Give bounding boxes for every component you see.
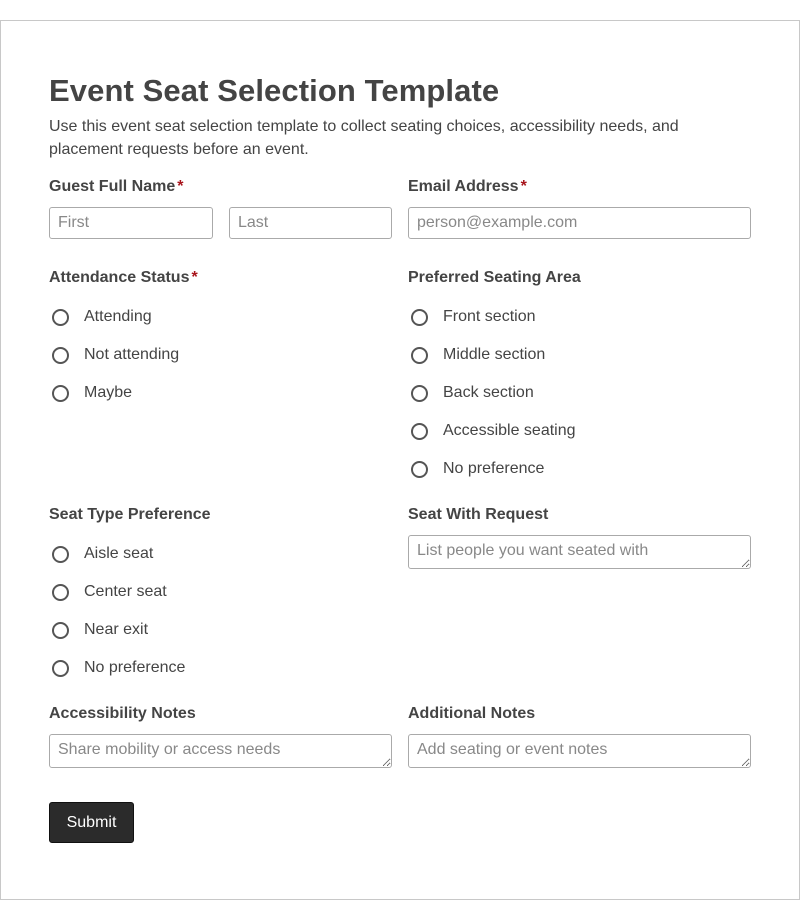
guest-name-label-text: Guest Full Name (49, 178, 176, 195)
required-marker: * (177, 178, 184, 195)
radio-option-label: Center seat (84, 583, 167, 600)
row-notes (49, 704, 752, 774)
attendance-option-not-attending[interactable] (49, 344, 179, 366)
radio-option-label: Attending (84, 308, 152, 325)
guest-name-label (49, 177, 392, 197)
seat-with-textarea[interactable] (408, 535, 751, 569)
radio-option-label: No preference (84, 659, 186, 676)
attendance-option-maybe[interactable] (49, 382, 132, 404)
attendance-group (49, 268, 392, 401)
additional-notes-textarea[interactable] (408, 734, 751, 768)
radio-circle[interactable] (411, 423, 428, 440)
email-group (408, 177, 751, 197)
radio-option-label: Back section (443, 384, 534, 401)
seat-type-label: Seat Type Preference (49, 506, 211, 523)
first-name-input[interactable] (49, 207, 213, 239)
row-name-email (49, 177, 752, 247)
additional-notes-group (408, 704, 751, 724)
row-attendance-area (49, 268, 752, 488)
email-label-text: Email Address (408, 178, 519, 195)
attendance-label (49, 268, 392, 288)
radio-circle[interactable] (52, 385, 69, 402)
required-marker: * (191, 269, 198, 286)
seating-area-option-front[interactable] (408, 306, 535, 328)
page-title: Event Seat Selection Template (49, 73, 500, 108)
submit-button[interactable]: Submit (49, 802, 134, 843)
radio-option-label: Front section (443, 308, 536, 325)
seat-type-option-center[interactable] (49, 581, 167, 603)
radio-circle[interactable] (411, 309, 428, 326)
seat-with-label: Seat With Request (408, 506, 549, 523)
radio-circle[interactable] (52, 347, 69, 364)
radio-option-label: Middle section (443, 346, 546, 363)
form-description: Use this event seat selection template to collect seating choices, accessibility needs, and placement requests before an event. (49, 118, 679, 158)
radio-option-label: Near exit (84, 621, 149, 638)
additional-notes-label: Additional Notes (408, 705, 536, 722)
required-marker: * (520, 178, 527, 195)
form-card (0, 20, 800, 900)
radio-circle[interactable] (52, 622, 69, 639)
email-label (408, 177, 751, 197)
seating-area-label: Preferred Seating Area (408, 269, 581, 286)
radio-option-label: Not attending (84, 346, 180, 363)
radio-option-label: Accessible seating (443, 422, 576, 439)
seating-area-group (408, 268, 751, 477)
radio-circle[interactable] (411, 347, 428, 364)
seat-type-group (49, 505, 392, 676)
last-name-input[interactable] (229, 207, 392, 239)
email-input[interactable] (408, 207, 751, 239)
attendance-option-attending[interactable] (49, 306, 152, 328)
seat-with-group (408, 505, 751, 525)
radio-option-label: Maybe (84, 384, 133, 401)
seating-area-option-no-preference[interactable] (408, 458, 544, 480)
radio-option-label: Aisle seat (84, 545, 154, 562)
form-header (49, 71, 752, 161)
seat-type-option-near-exit[interactable] (49, 619, 148, 641)
radio-circle[interactable] (52, 584, 69, 601)
seating-area-option-accessible[interactable] (408, 420, 576, 442)
guest-name-group (49, 177, 392, 197)
seating-area-option-back[interactable] (408, 382, 534, 404)
radio-circle[interactable] (411, 385, 428, 402)
seat-type-option-no-preference[interactable] (49, 657, 185, 679)
radio-option-label: No preference (443, 460, 545, 477)
accessibility-notes-textarea[interactable] (49, 734, 392, 768)
radio-circle[interactable] (411, 461, 428, 478)
radio-circle[interactable] (52, 660, 69, 677)
row-seat-type-with (49, 505, 752, 685)
radio-circle[interactable] (52, 546, 69, 563)
attendance-label-text: Attendance Status (49, 269, 190, 286)
accessibility-notes-group (49, 704, 392, 724)
accessibility-notes-label: Accessibility Notes (49, 705, 196, 722)
seat-type-option-aisle[interactable] (49, 543, 153, 565)
radio-circle[interactable] (52, 309, 69, 326)
seating-area-option-middle[interactable] (408, 344, 545, 366)
